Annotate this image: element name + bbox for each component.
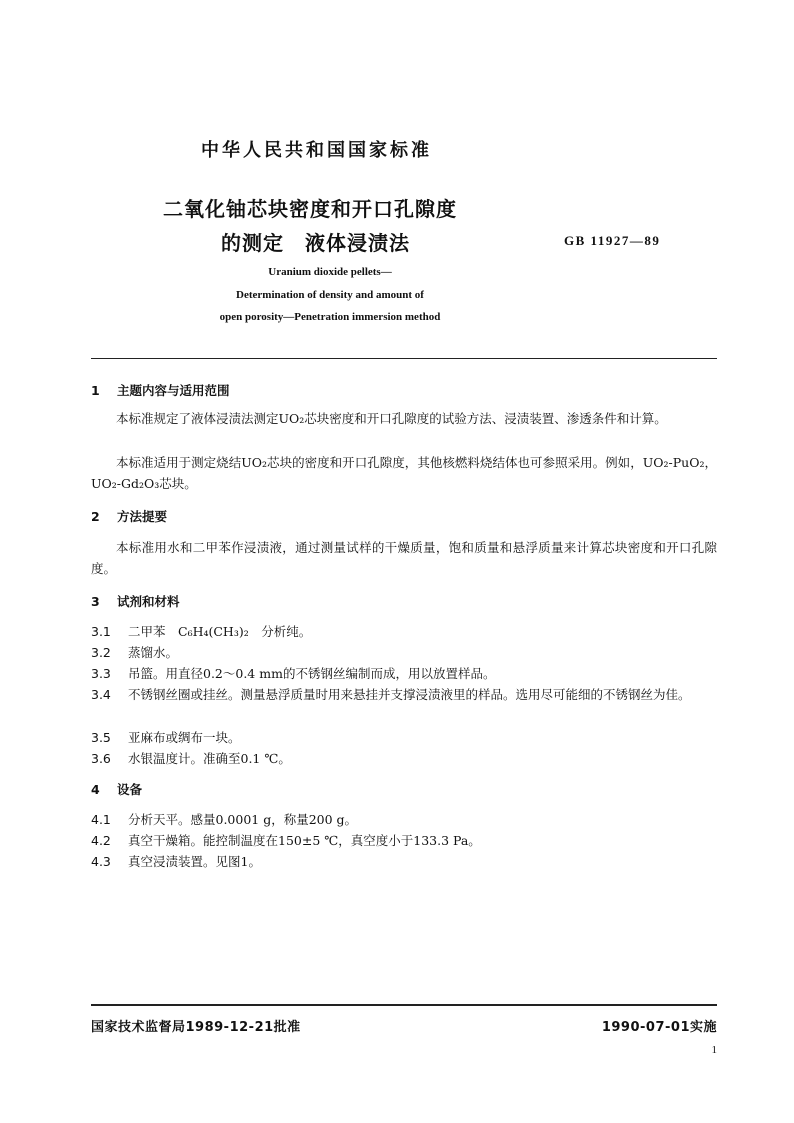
section-number: 4 (91, 782, 100, 797)
english-title-line3: open porosity—Penetration immersion method (219, 311, 441, 323)
section-number: 2 (91, 509, 100, 524)
header-divider (91, 358, 717, 359)
item-text: 二甲苯 C₆H₄(CH₃)₂ 分析纯。 (128, 624, 312, 639)
item-number: 4.2 (91, 833, 111, 848)
paragraph: 本标准用水和二甲苯作浸渍液，通过测量试样的干燥质量，饱和质量和悬浮质量来计算芯块密度和开口孔隙度。 (91, 540, 717, 576)
item-number: 3.4 (91, 687, 111, 702)
item-text: 真空干燥箱。能控制温度在150±5 ℃，真空度小于133.3 Pa。 (128, 833, 481, 848)
section-number: 3 (91, 594, 100, 609)
english-title-line2: Determination of density and amount of (236, 289, 424, 301)
list-item (91, 830, 717, 851)
section-title: 试剂和材料 (117, 594, 180, 609)
item-text: 分析天平。感量0.0001 g，称量200 g。 (128, 812, 358, 827)
item-number: 3.5 (91, 730, 111, 745)
item-number: 4.3 (91, 854, 111, 869)
implementation-date: 1990-07-01实施 (601, 1020, 717, 1035)
approval-line: 国家技术监督局1989-12-21批准 (91, 1020, 301, 1035)
item-text: 蒸馏水。 (128, 645, 179, 660)
footer-divider (91, 1004, 717, 1006)
list-item (91, 663, 717, 684)
item-number: 4.1 (91, 812, 111, 827)
item-number: 3.6 (91, 751, 111, 766)
item-text: 真空浸渍装置。见图1。 (128, 854, 261, 869)
paragraph: 本标准适用于测定烧结UO₂芯块的密度和开口孔隙度，其他核燃料烧结体也可参照采用。例如，UO₂-PuO₂，UO₂-Gd₂O₃芯块。 (91, 455, 717, 491)
list-item (91, 684, 717, 705)
item-text: 吊篮。用直径0.2～0.4 mm的不锈钢丝编制而成，用以放置样品。 (128, 666, 496, 681)
item-number: 3.3 (91, 666, 111, 681)
section-heading-1 (91, 381, 230, 399)
list-item (91, 727, 717, 748)
item-text: 水银温度计。准确至0.1 ℃。 (128, 751, 291, 766)
section-title: 设备 (117, 782, 143, 797)
list-item (91, 851, 717, 872)
item-text: 不锈钢丝圈或挂丝。测量悬浮质量时用来悬挂并支撑浸渍液里的样品。选用尽可能细的不锈钢丝为佳。 (128, 687, 691, 702)
list-item (91, 809, 717, 830)
national-standard-heading: 中华人民共和国国家标准 (201, 140, 432, 161)
list-item (91, 748, 717, 769)
section-heading-2 (91, 507, 167, 525)
paragraph: 本标准规定了液体浸渍法测定UO₂芯块密度和开口孔隙度的试验方法、浸渍装置、渗透条件和计算。 (116, 411, 667, 426)
section-heading-3 (91, 592, 180, 610)
page-number: 1 (711, 1044, 717, 1056)
item-text: 亚麻布或绸布一块。 (128, 730, 241, 745)
english-title-line1: Uranium dioxide pellets— (268, 266, 392, 278)
document-title-line1: 二氧化铀芯块密度和开口孔隙度 (163, 197, 457, 221)
section-heading-4 (91, 780, 142, 798)
section-number: 1 (91, 383, 100, 398)
item-number: 3.2 (91, 645, 111, 660)
gb-code: GB 11927—89 (564, 233, 661, 248)
item-number: 3.1 (91, 624, 111, 639)
section-title: 主题内容与适用范围 (117, 383, 230, 398)
section-title: 方法提要 (117, 509, 168, 524)
list-item (91, 621, 717, 642)
document-title-line2: 的测定 液体浸渍法 (221, 231, 410, 255)
list-item (91, 642, 717, 663)
